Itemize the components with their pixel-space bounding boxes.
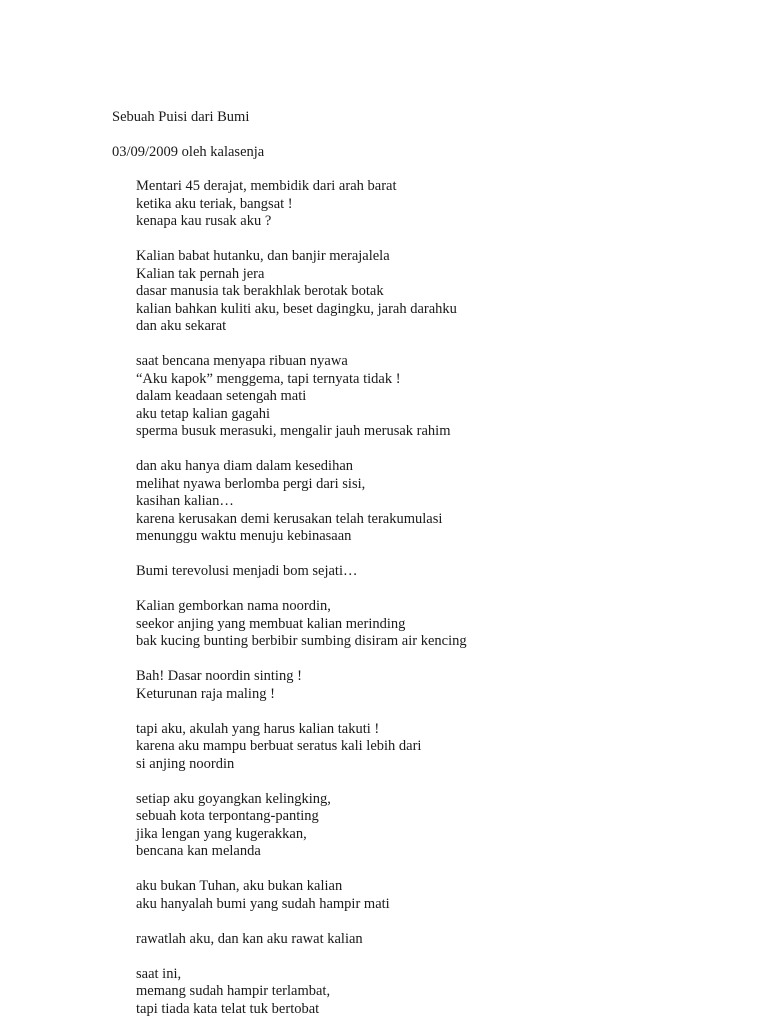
poem-line: si anjing noordin [136,755,235,772]
poem-stanza [136,353,736,441]
poem-line: dan aku sekarat [136,318,227,334]
poem-stanza [136,791,736,861]
poem-line: “Aku kapok” menggema, tapi ternyata tidak ! [136,370,401,387]
poem-line: saat bencana menyapa ribuan nyawa [136,353,348,369]
poem-stanza [136,721,736,774]
poem-title: Sebuah Puisi dari Bumi [112,109,250,125]
poem-line: sperma busuk merasuki, mengalir jauh merusak rahim [136,423,451,439]
poem-stanza [136,966,736,1019]
poem-line: tapi tiada kata telat tuk bertobat [136,1000,320,1017]
poem-line: dan aku hanya diam dalam kesedihan [136,458,354,474]
poem-byline: 03/09/2009 oleh kalasenja [112,144,265,160]
poem-line: Kalian babat hutanku, dan banjir merajalela [136,248,390,264]
poem-stanza [136,458,736,546]
poem-line: ketika aku teriak, bangsat ! [136,195,293,212]
poem-line: Bumi terevolusi menjadi bom sejati… [136,563,358,579]
poem-line: kalian bahkan kuliti aku, beset dagingku, jarah darahku [136,300,457,317]
poem-line: bak kucing bunting berbibir sumbing disiram air kencing [136,633,467,649]
poem-stanza [136,563,736,581]
poem-line: kenapa kau rusak aku ? [136,213,272,229]
poem-stanza [136,878,736,913]
poem-stanza [136,178,736,231]
poem-line: sebuah kota terpontang-panting [136,808,319,824]
poem-line: tapi aku, akulah yang harus kalian takuti ! [136,720,380,737]
poem-stanza [136,248,736,336]
poem-line: Kalian tak pernah jera [136,265,265,282]
poem-line: rawatlah aku, dan kan aku rawat kalian [136,930,363,947]
poem-line: aku bukan Tuhan, aku bukan kalian [136,878,343,894]
poem-stanza [136,931,736,949]
poem-body [136,178,736,1036]
poem-line: memang sudah hampir terlambat, [136,983,331,999]
poem-line: Kalian gemborkan nama noordin, [136,598,331,614]
poem-line: aku tetap kalian gagahi [136,405,271,422]
poem-line: Mentari 45 derajat, membidik dari arah barat [136,178,397,194]
poem-line: dasar manusia tak berakhlak berotak botak [136,283,384,299]
poem-line: karena kerusakan demi kerusakan telah terakumulasi [136,510,443,527]
poem-stanza [136,598,736,651]
poem-line: melihat nyawa berlomba pergi dari sisi, [136,475,366,492]
poem-line: kasihan kalian… [136,493,234,509]
poem-line: dalam keadaan setengah mati [136,388,307,404]
poem-line: setiap aku goyangkan kelingking, [136,790,331,807]
poem-line: bencana kan melanda [136,843,261,859]
poem-line: aku hanyalah bumi yang sudah hampir mati [136,895,390,912]
poem-line: Keturunan raja maling ! [136,685,275,702]
poem-line: Bah! Dasar noordin sinting ! [136,668,302,684]
poem-line: karena aku mampu berbuat seratus kali lebih dari [136,738,422,754]
poem-line: seekor anjing yang membuat kalian merinding [136,615,406,632]
poem-line: menunggu waktu menuju kebinasaan [136,528,352,544]
poem-line: jika lengan yang kugerakkan, [136,825,307,842]
poem-stanza [136,668,736,703]
poem-line: saat ini, [136,965,182,982]
